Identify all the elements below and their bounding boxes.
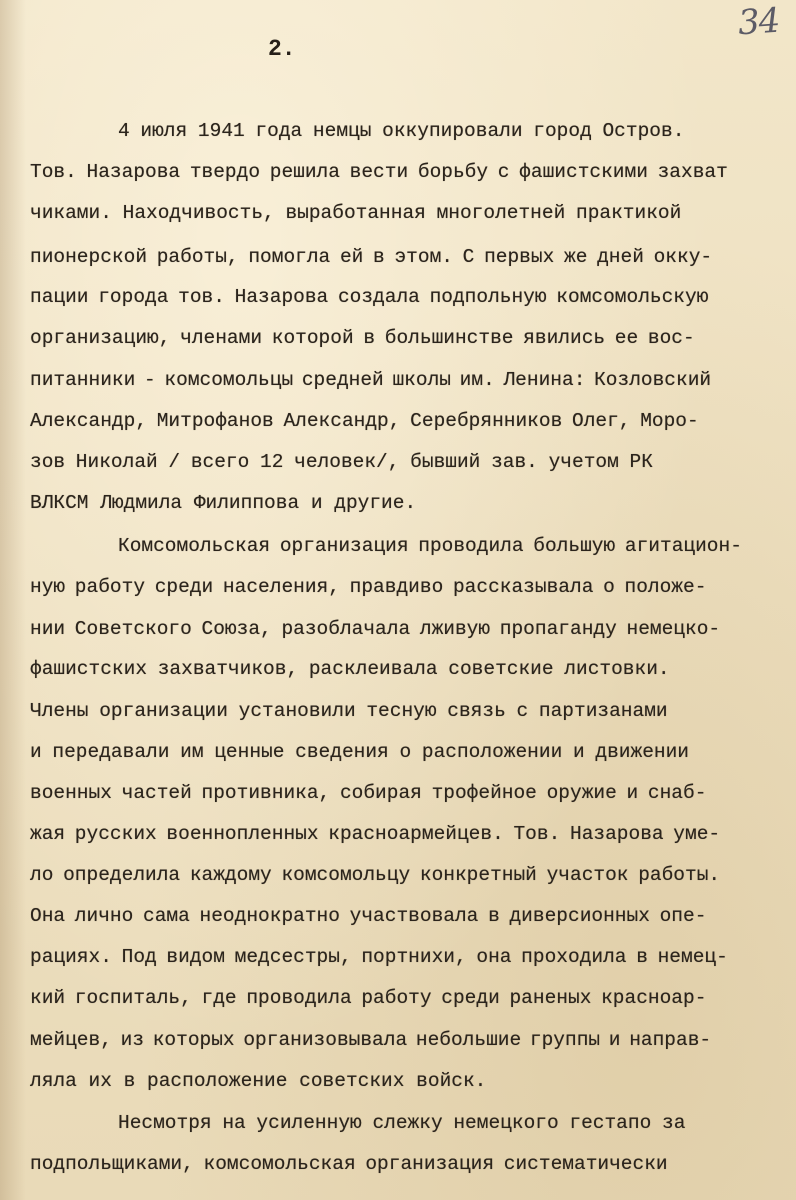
text-line: пации города тов. Назарова создала подпольную комсомольскую — [30, 286, 709, 308]
text-line: ло определила каждому комсомольцу конкретный участок работы. — [30, 864, 721, 886]
text-line: чиками. Находчивость, выработанная многолетней практикой — [30, 202, 682, 224]
text-line: Александр, Митрофанов Александр, Серебрянников Олег, Моро- — [30, 410, 699, 432]
text-line: фашистских захватчиков, расклеивала советские листовки. — [30, 658, 670, 680]
text-line: мейцев, из которых организовывала небольшие группы и направ- — [30, 1029, 712, 1051]
text-line: питанники - комсомольцы средней школы им. Ленина: Козловский — [30, 369, 712, 391]
text-line: подпольщиками, комсомольская организация систематически — [30, 1153, 668, 1175]
page-number: 2. — [268, 36, 296, 62]
archive-page-number: 34 — [736, 0, 781, 44]
text-line: Комсомольская организация проводила большую агитацион- — [118, 535, 742, 557]
text-line: рациях. Под видом медсестры, портнихи, она проходила в немец- — [30, 946, 728, 968]
text-line: пионерской работы, помогла ей в этом. С первых же дней окку- — [30, 246, 713, 268]
text-line: организацию, членами которой в большинстве явились ее вос- — [30, 327, 695, 349]
text-line: ляла их в расположение советских войск. — [30, 1070, 487, 1092]
text-line: кий госпиталь, где проводила работу среди раненых красноар- — [30, 987, 707, 1009]
text-line: Несмотря на усиленную слежку немецкого гестапо за — [118, 1112, 686, 1134]
text-line: ВЛКСМ Людмила Филиппова и другие. — [30, 492, 417, 514]
text-line: нии Советского Союза, разоблачала лживую пропаганду немецко- — [30, 618, 721, 640]
text-line: жая русских военнопленных красноармейцев. Тов. Назарова уме- — [30, 823, 721, 845]
text-line: Члены организации установили тесную связь с партизанами — [30, 700, 668, 722]
text-line: зов Николай / всего 12 человек/, бывший зав. учетом РК — [30, 451, 653, 473]
text-line: военных частей противника, собирая трофейное оружие и снаб- — [30, 782, 707, 804]
text-line: 4 июля 1941 года немцы оккупировали город Остров. — [118, 120, 685, 142]
text-line: Тов. Назарова твердо решила вести борьбу с фашистскими захват — [30, 161, 728, 183]
text-line: ную работу среди населения, правдиво рассказывала о положе- — [30, 576, 707, 598]
text-line: Она лично сама неоднократно участвовала в диверсионных опе- — [30, 905, 707, 927]
text-line: и передавали им ценные сведения о расположении и движении — [30, 741, 690, 763]
